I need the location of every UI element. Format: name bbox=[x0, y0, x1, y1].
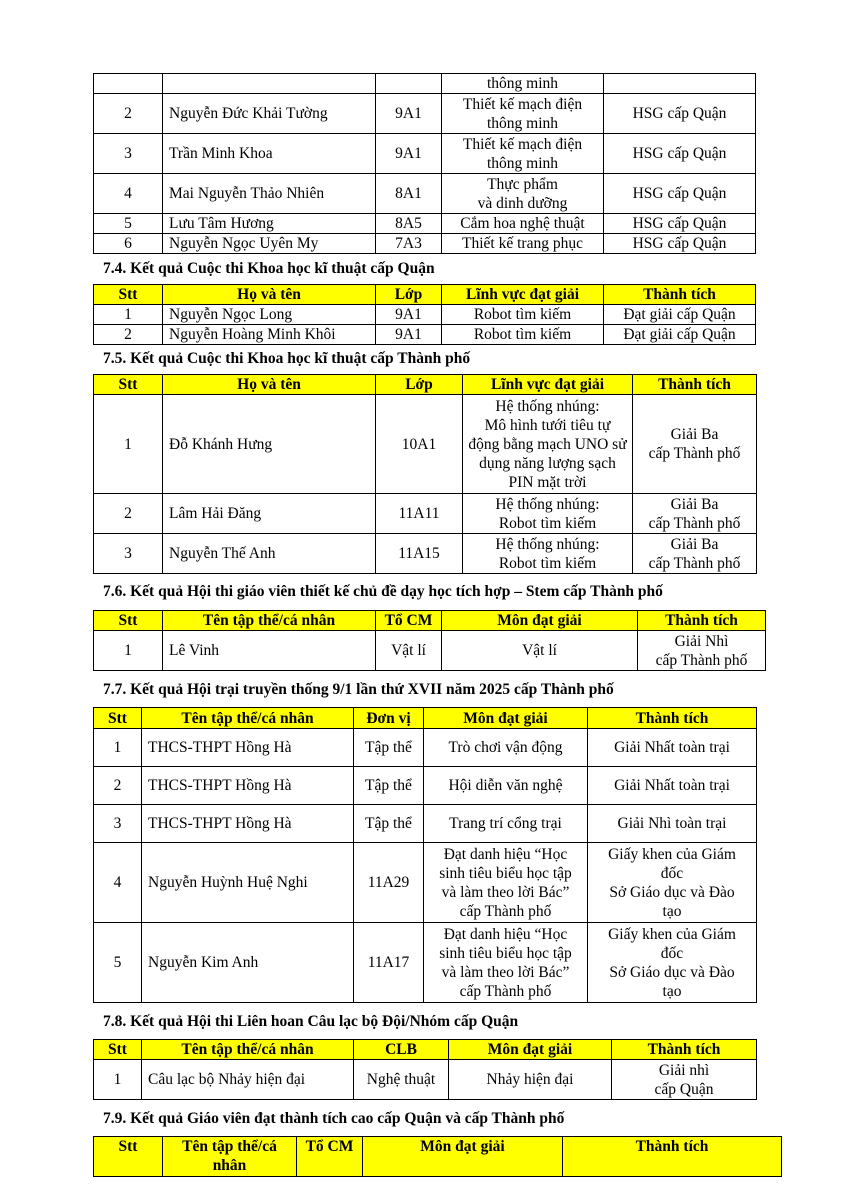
subject-cell: Đạt danh hiệu “Học sinh tiêu biểu học tập và làm theo lời Bác” cấp Thành phố bbox=[424, 843, 588, 923]
table-7-7 bbox=[93, 707, 757, 1003]
table-header-row bbox=[94, 1137, 782, 1177]
award-cell: Giải nhì cấp Quận bbox=[612, 1060, 757, 1100]
column-header: Stt bbox=[94, 1137, 163, 1177]
stt-cell: 5 bbox=[94, 923, 142, 1003]
table-row bbox=[94, 1060, 757, 1100]
name-cell: Lâm Hải Đăng bbox=[163, 494, 376, 534]
table-row bbox=[94, 729, 757, 767]
field-cell: Cắm hoa nghệ thuật bbox=[442, 214, 604, 234]
table-row bbox=[94, 805, 757, 843]
stt-cell: 1 bbox=[94, 1060, 142, 1100]
column-header: Stt bbox=[94, 611, 163, 631]
stt-cell: 5 bbox=[94, 214, 163, 234]
class-cell: 9A1 bbox=[376, 94, 442, 134]
column-header: Tổ CM bbox=[376, 611, 442, 631]
club-cell: Nghệ thuật bbox=[354, 1060, 449, 1100]
name-cell: THCS-THPT Hồng Hà bbox=[142, 767, 354, 805]
stt-cell: 6 bbox=[94, 234, 163, 254]
field-cell: Hệ thống nhúng: Mô hình tưới tiêu tự động bằng mạch UNO sử dụng năng lượng sạch PIN mặt trời bbox=[463, 395, 633, 494]
section-heading-7-7: 7.7. Kết quả Hội trại truyền thống 9/1 lần thứ XVII năm 2025 cấp Thành phố bbox=[103, 681, 614, 698]
stt-cell: 2 bbox=[94, 494, 163, 534]
table-row bbox=[94, 923, 757, 1003]
table-7-8 bbox=[93, 1039, 757, 1100]
award-cell: Giải Nhất toàn trại bbox=[588, 729, 757, 767]
column-header: Lớp bbox=[376, 375, 463, 395]
class-cell: 11A15 bbox=[376, 534, 463, 574]
column-header: Tổ CM bbox=[297, 1137, 363, 1177]
class-cell: 9A1 bbox=[376, 325, 442, 345]
award-cell: Giấy khen của Giám đốc Sở Giáo dục và Đào tạo bbox=[588, 923, 757, 1003]
table-7-5 bbox=[93, 374, 757, 574]
class-cell: 11A11 bbox=[376, 494, 463, 534]
section-heading-7-5: 7.5. Kết quả Cuộc thi Khoa học kĩ thuật cấp Thành phố bbox=[103, 350, 471, 367]
award-cell: Giải Ba cấp Thành phố bbox=[633, 534, 757, 574]
stt-cell: 4 bbox=[94, 843, 142, 923]
name-cell: THCS-THPT Hồng Hà bbox=[142, 805, 354, 843]
class-cell: 10A1 bbox=[376, 395, 463, 494]
stt-cell: 2 bbox=[94, 94, 163, 134]
name-cell: THCS-THPT Hồng Hà bbox=[142, 729, 354, 767]
table-header-row bbox=[94, 375, 757, 395]
class-cell bbox=[376, 74, 442, 94]
stt-cell: 3 bbox=[94, 534, 163, 574]
unit-cell: Tập thể bbox=[354, 729, 424, 767]
award-cell: HSG cấp Quận bbox=[604, 94, 756, 134]
name-cell: Đỗ Khánh Hưng bbox=[163, 395, 376, 494]
name-cell: Nguyễn Đức Khải Tường bbox=[163, 94, 376, 134]
table-row bbox=[94, 395, 757, 494]
table-7-9 bbox=[93, 1136, 782, 1177]
subject-cell: Đạt danh hiệu “Học sinh tiêu biểu học tập và làm theo lời Bác” cấp Thành phố bbox=[424, 923, 588, 1003]
column-header: Tên tập thể/cá nhân bbox=[142, 708, 354, 729]
table-row bbox=[94, 631, 766, 671]
column-header: Đơn vị bbox=[354, 708, 424, 729]
name-cell: Nguyễn Thế Anh bbox=[163, 534, 376, 574]
column-header: Thành tích bbox=[638, 611, 766, 631]
column-header: CLB bbox=[354, 1040, 449, 1060]
table-row bbox=[94, 843, 757, 923]
column-header: Stt bbox=[94, 375, 163, 395]
name-cell: Trần Minh Khoa bbox=[163, 134, 376, 174]
column-header: Tên tập thể/cá nhân bbox=[163, 611, 376, 631]
award-cell: Giải Nhì toàn trại bbox=[588, 805, 757, 843]
column-header: Môn đạt giải bbox=[363, 1137, 563, 1177]
stt-cell: 1 bbox=[94, 305, 163, 325]
class-cell: 9A1 bbox=[376, 134, 442, 174]
award-cell bbox=[604, 74, 756, 94]
field-cell: Thực phẩm và dinh dưỡng bbox=[442, 174, 604, 214]
class-cell: 9A1 bbox=[376, 305, 442, 325]
table-row bbox=[94, 94, 756, 134]
subject-cell: Nhảy hiện đại bbox=[449, 1060, 612, 1100]
table-row bbox=[94, 214, 756, 234]
field-cell: Thiết kế mạch điện thông minh bbox=[442, 94, 604, 134]
table-row bbox=[94, 305, 756, 325]
field-cell: Thiết kế trang phục bbox=[442, 234, 604, 254]
unit-cell: 11A29 bbox=[354, 843, 424, 923]
name-cell: Nguyễn Ngọc Long bbox=[163, 305, 376, 325]
table-row bbox=[94, 74, 756, 94]
column-header: Stt bbox=[94, 708, 142, 729]
name-cell: Câu lạc bộ Nhảy hiện đại bbox=[142, 1060, 354, 1100]
table-7-4 bbox=[93, 284, 756, 345]
stt-cell: 1 bbox=[94, 631, 163, 671]
name-cell: Nguyễn Ngọc Uyên My bbox=[163, 234, 376, 254]
name-cell: Nguyễn Huỳnh Huệ Nghi bbox=[142, 843, 354, 923]
name-cell: Nguyễn Hoàng Minh Khôi bbox=[163, 325, 376, 345]
column-header: Stt bbox=[94, 1040, 142, 1060]
column-header: Họ và tên bbox=[163, 285, 376, 305]
field-cell: Hệ thống nhúng: Robot tìm kiếm bbox=[463, 534, 633, 574]
section-heading-7-8: 7.8. Kết quả Hội thi Liên hoan Câu lạc bộ Đội/Nhóm cấp Quận bbox=[103, 1013, 519, 1030]
stt-cell: 1 bbox=[94, 729, 142, 767]
column-header: Tên tập thể/cá nhân bbox=[142, 1040, 354, 1060]
section-heading-7-9: 7.9. Kết quả Giáo viên đạt thành tích cao cấp Quận và cấp Thành phố bbox=[103, 1110, 565, 1127]
name-cell bbox=[163, 74, 376, 94]
column-header: Họ và tên bbox=[163, 375, 376, 395]
table-7-6 bbox=[93, 610, 766, 671]
table-header-row bbox=[94, 1040, 757, 1060]
column-header: Lĩnh vực đạt giải bbox=[442, 285, 604, 305]
subject-cell: Trò chơi vận động bbox=[424, 729, 588, 767]
award-cell: HSG cấp Quận bbox=[604, 234, 756, 254]
column-header: Thành tích bbox=[588, 708, 757, 729]
table-7-3 bbox=[93, 73, 756, 254]
column-header: Thành tích bbox=[604, 285, 756, 305]
stt-cell: 3 bbox=[94, 805, 142, 843]
stt-cell: 2 bbox=[94, 325, 163, 345]
column-header: Lớp bbox=[376, 285, 442, 305]
table-row bbox=[94, 767, 757, 805]
table-header-row bbox=[94, 285, 756, 305]
award-cell: Giải Ba cấp Thành phố bbox=[633, 395, 757, 494]
name-cell: Lưu Tâm Hương bbox=[163, 214, 376, 234]
class-cell: 8A5 bbox=[376, 214, 442, 234]
column-header: Stt bbox=[94, 285, 163, 305]
unit-cell: Tập thể bbox=[354, 767, 424, 805]
class-cell: 8A1 bbox=[376, 174, 442, 214]
dept-cell: Vật lí bbox=[376, 631, 442, 671]
field-cell: Hệ thống nhúng: Robot tìm kiếm bbox=[463, 494, 633, 534]
unit-cell: Tập thể bbox=[354, 805, 424, 843]
class-cell: 7A3 bbox=[376, 234, 442, 254]
award-cell: Đạt giải cấp Quận bbox=[604, 305, 756, 325]
unit-cell: 11A17 bbox=[354, 923, 424, 1003]
section-heading-7-6: 7.6. Kết quả Hội thi giáo viên thiết kế chủ đề dạy học tích hợp – Stem cấp Thành phố bbox=[103, 583, 663, 600]
field-cell: Robot tìm kiếm bbox=[442, 305, 604, 325]
subject-cell: Hội diễn văn nghệ bbox=[424, 767, 588, 805]
table-row bbox=[94, 134, 756, 174]
award-cell: HSG cấp Quận bbox=[604, 134, 756, 174]
section-heading-7-4: 7.4. Kết quả Cuộc thi Khoa học kĩ thuật cấp Quận bbox=[103, 260, 435, 277]
column-header: Môn đạt giải bbox=[449, 1040, 612, 1060]
name-cell: Lê Vinh bbox=[163, 631, 376, 671]
award-cell: HSG cấp Quận bbox=[604, 214, 756, 234]
stt-cell: 1 bbox=[94, 395, 163, 494]
award-cell: Giải Nhì cấp Thành phố bbox=[638, 631, 766, 671]
column-header: Thành tích bbox=[563, 1137, 782, 1177]
award-cell: Giấy khen của Giám đốc Sở Giáo dục và Đào tạo bbox=[588, 843, 757, 923]
column-header: Môn đạt giải bbox=[424, 708, 588, 729]
column-header: Lĩnh vực đạt giải bbox=[463, 375, 633, 395]
table-row bbox=[94, 174, 756, 214]
table-row bbox=[94, 234, 756, 254]
column-header: Thành tích bbox=[633, 375, 757, 395]
stt-cell bbox=[94, 74, 163, 94]
field-cell: Robot tìm kiếm bbox=[442, 325, 604, 345]
stt-cell: 4 bbox=[94, 174, 163, 214]
column-header: Tên tập thể/cá nhân bbox=[163, 1137, 297, 1177]
award-cell: Đạt giải cấp Quận bbox=[604, 325, 756, 345]
table-header-row bbox=[94, 611, 766, 631]
award-cell: HSG cấp Quận bbox=[604, 174, 756, 214]
table-row bbox=[94, 494, 757, 534]
table-header-row bbox=[94, 708, 757, 729]
award-cell: Giải Ba cấp Thành phố bbox=[633, 494, 757, 534]
column-header: Môn đạt giải bbox=[442, 611, 638, 631]
stt-cell: 2 bbox=[94, 767, 142, 805]
award-cell: Giải Nhất toàn trại bbox=[588, 767, 757, 805]
stt-cell: 3 bbox=[94, 134, 163, 174]
field-cell: thông minh bbox=[442, 74, 604, 94]
name-cell: Mai Nguyễn Thảo Nhiên bbox=[163, 174, 376, 214]
table-row bbox=[94, 325, 756, 345]
name-cell: Nguyễn Kim Anh bbox=[142, 923, 354, 1003]
table-row bbox=[94, 534, 757, 574]
field-cell: Thiết kế mạch điện thông minh bbox=[442, 134, 604, 174]
column-header: Thành tích bbox=[612, 1040, 757, 1060]
subject-cell: Trang trí cổng trại bbox=[424, 805, 588, 843]
subject-cell: Vật lí bbox=[442, 631, 638, 671]
